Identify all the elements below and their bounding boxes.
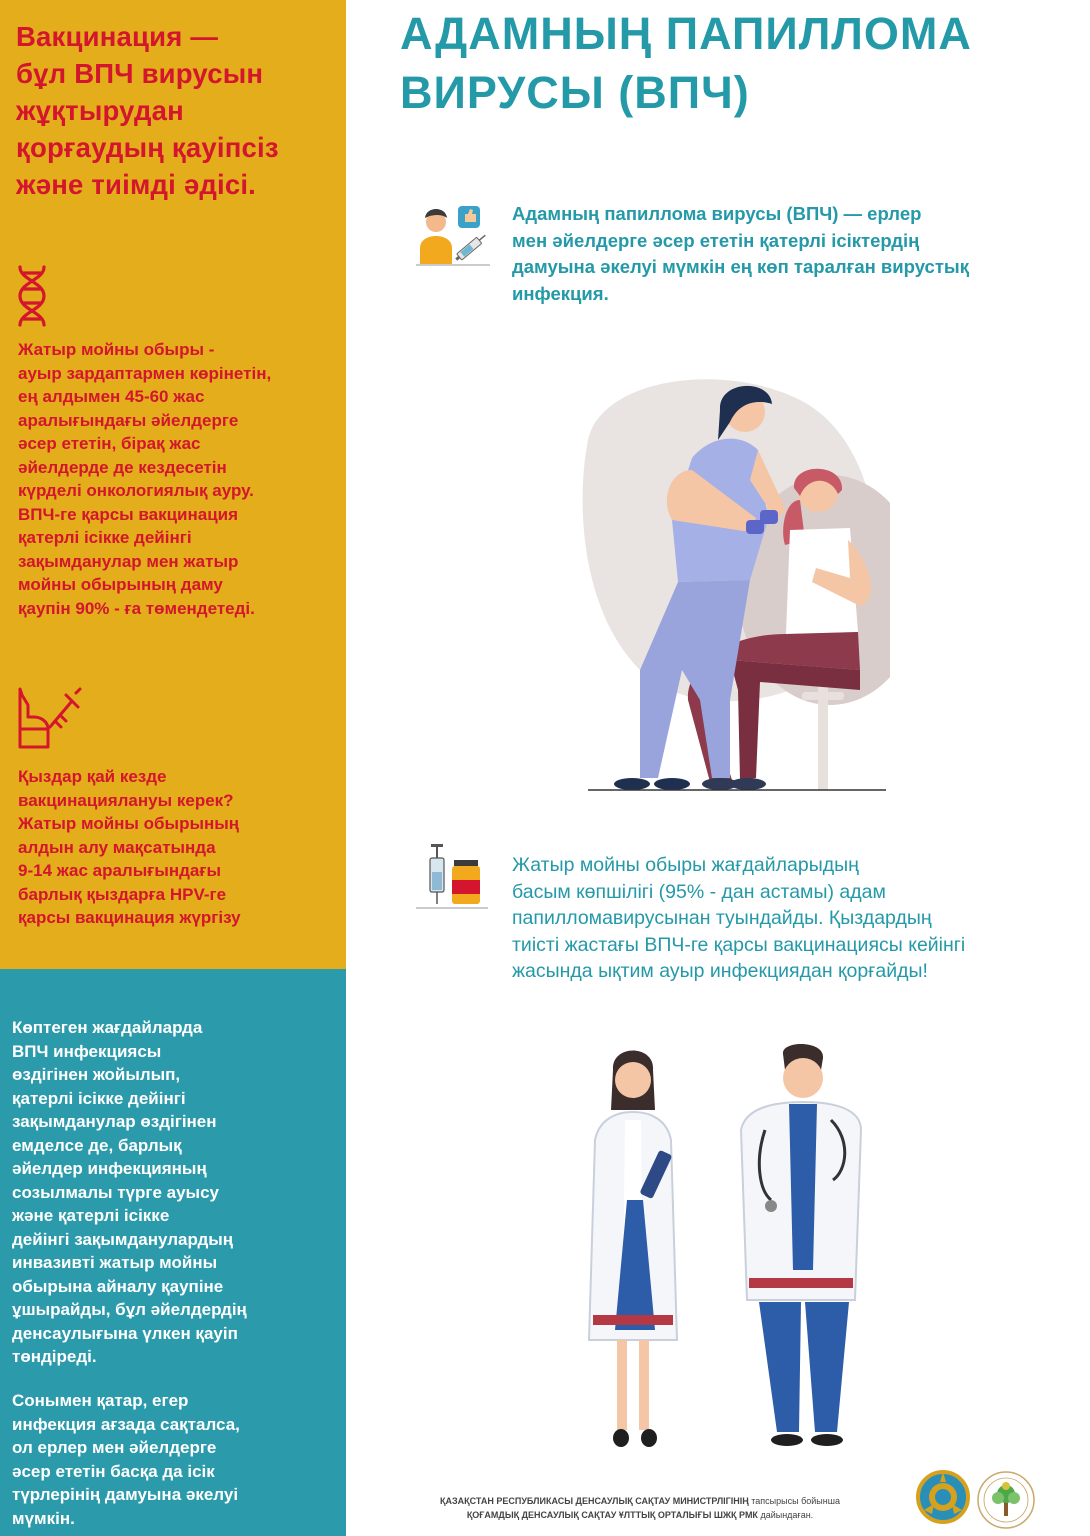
text-line: мен әйелдерге әсер ететін қатерлі ісіктердің — [512, 229, 920, 251]
lead-line: қорғаудың қауіпсіз — [16, 132, 279, 163]
text-line: вакцинациялануы керек? — [18, 790, 234, 810]
text-line: өздігінен жойылып, — [12, 1065, 181, 1084]
health-center-logo — [976, 1470, 1036, 1530]
text-line: төндіреді. — [12, 1347, 97, 1366]
vaccination-lead-heading — [16, 18, 336, 203]
text-line: ұшырайды, бұл әйелдердің — [12, 1300, 247, 1319]
text-line: инфекция. — [512, 282, 609, 304]
footer-text: тапсырысы бойынша — [748, 1496, 840, 1506]
text-line: қаупін 90% - ға төмендетеді. — [18, 598, 255, 618]
other-cancers-info — [12, 1389, 332, 1530]
title-line: ВИРУСЫ (ВПЧ) — [400, 67, 750, 118]
when-vaccinate-info — [18, 765, 318, 930]
text-line: инвазивті жатыр мойны — [12, 1253, 218, 1272]
text-line: қарсы вакцинация жүргізу — [18, 908, 241, 927]
sidebar-yellow-panel — [0, 0, 346, 969]
footer-line-2 — [370, 1508, 910, 1522]
syringe-vial-icon — [416, 842, 488, 910]
page-title — [400, 4, 972, 122]
text-line: Жатыр мойны обыры жағдайларыдың — [512, 854, 859, 876]
text-line: зақымданулар өздігінен — [12, 1112, 217, 1131]
text-line: инфекция ағзада сақталса, — [12, 1414, 240, 1434]
text-line: Адамның папиллома вирусы (ВПЧ) — ерлер — [512, 203, 922, 224]
dna-icon — [16, 265, 48, 327]
sidebar-teal-panel — [0, 969, 346, 1536]
text-line: ең алдымен 45-60 жас — [18, 387, 205, 406]
text-line: ол ерлер мен әйелдерге — [12, 1438, 217, 1457]
lead-line: және тиімді әдісі. — [16, 169, 256, 200]
text-line: әйелдер инфекцияның — [12, 1159, 207, 1178]
center-name: ҚОҒАМДЫҚ ДЕНСАУЛЫҚ САҚТАУ ҰЛТТЫҚ ОРТАЛЫҒЫ ШЖҚ РМК — [466, 1510, 758, 1520]
boy-vaccine-icon — [416, 200, 490, 266]
text-line: әсер ететін басқа да ісік — [12, 1461, 215, 1481]
text-line: тиісті жастағы ВПЧ-ге қарсы вакцинациясы кейінгі — [512, 933, 966, 956]
text-line: Жатыр мойны обыры - — [18, 340, 215, 359]
doctors-illustration — [555, 1040, 865, 1450]
text-line: барлық қыздарға HPV-ге — [18, 884, 227, 904]
hpv-definition-paragraph — [512, 201, 1077, 307]
text-line: қатерлі ісікке дейінгі — [12, 1088, 186, 1108]
text-line: емделсе де, барлық — [12, 1135, 182, 1155]
text-line: ауыр зардаптармен көрінетін, — [18, 363, 272, 383]
text-line: 9-14 жас аралығындағы — [18, 861, 221, 880]
text-line: түрлерінің дамуына әкелуі — [12, 1485, 239, 1504]
text-line: дамуына әкелуі мүмкін ең көп таралған вирустық — [512, 256, 969, 277]
text-line: папилломавирусынан туындайды. Қыздардың — [512, 907, 932, 929]
lead-line: бұл ВПЧ вирусын — [16, 58, 264, 89]
text-line: Сонымен қатар, егер — [12, 1391, 189, 1410]
text-line: зақымданулар мен жатыр — [18, 551, 239, 571]
text-line: қатерлі ісікке дейінгі — [18, 528, 192, 547]
text-line: және қатерлі ісікке — [12, 1206, 170, 1225]
lead-line: жұқтырудан — [16, 95, 184, 126]
text-line: мойны обырының даму — [18, 575, 223, 594]
text-line: Қыздар қай кезде — [18, 767, 167, 786]
text-line: Жатыр мойны обырының — [18, 814, 240, 833]
text-line: дейінгі зақымданулардың — [12, 1229, 234, 1249]
cervical-cancer-cause-paragraph — [512, 852, 1077, 985]
ministry-name: ҚАЗАҚСТАН РЕСПУБЛИКАСЫ ДЕНСАУЛЫҚ САҚТАУ МИНИСТРЛІГІНІҢ — [440, 1496, 749, 1506]
arm-injection-icon — [14, 687, 82, 751]
footer-line-1 — [370, 1494, 910, 1508]
lead-line: Вакцинация — — [16, 21, 219, 52]
kazakhstan-emblem-icon — [916, 1470, 970, 1524]
footer-text: дайындаған. — [757, 1510, 814, 1520]
text-line: әсер ететін, бірақ жас — [18, 434, 201, 453]
text-line: денсаулығына үлкен қауіп — [12, 1323, 238, 1343]
text-line: алдын алу мақсатында — [18, 837, 216, 857]
text-line: әйелдерде де кездесетін — [18, 457, 227, 477]
footer-credits — [370, 1494, 910, 1522]
text-line: жасында ықтим ауыр инфекциядан қорғайды! — [512, 960, 928, 982]
cervical-cancer-info — [18, 338, 318, 620]
vaccination-illustration — [580, 370, 890, 795]
text-line: күрделі онкологиялық ауру. — [18, 481, 254, 500]
text-line: басым көпшілігі (95% - дан астамы) адам — [512, 880, 886, 903]
text-line: аралығындағы әйелдерге — [18, 410, 239, 430]
text-line: обырына айналу қаупіне — [12, 1276, 224, 1296]
text-line: Көптеген жағдайларда — [12, 1018, 203, 1037]
text-line: мүмкін. — [12, 1508, 75, 1528]
text-line: созылмалы түрге ауысу — [12, 1182, 219, 1202]
title-line: АДАМНЫҢ ПАПИЛЛОМА — [400, 8, 972, 59]
text-line: ВПЧ инфекциясы — [12, 1041, 162, 1061]
infection-risk-info — [12, 1016, 332, 1369]
text-line: ВПЧ-ге қарсы вакцинация — [18, 504, 239, 524]
